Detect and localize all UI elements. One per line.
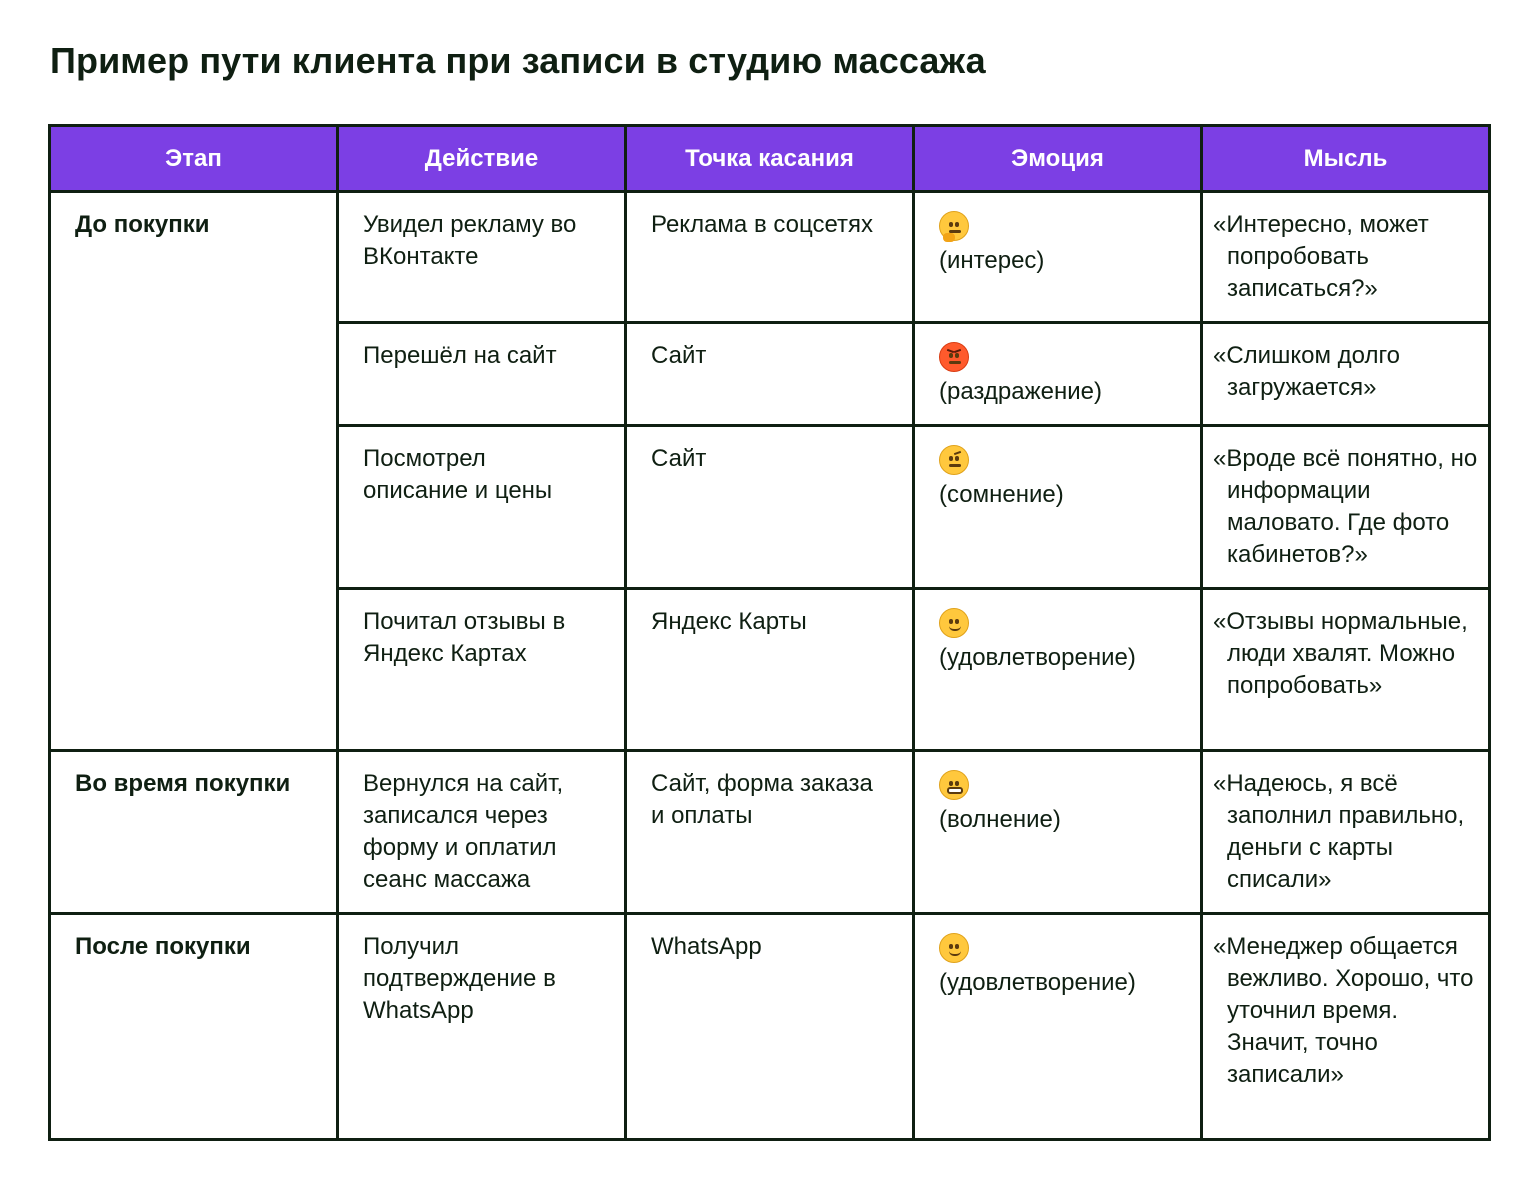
- thought-cell: [1202, 589, 1490, 751]
- header-row: [50, 126, 1490, 192]
- thought-text: «Интересно, может попробовать записаться?»: [1213, 211, 1429, 302]
- emotion-label: (волнение): [939, 806, 1061, 833]
- stage-during-purchase: Во время покупки: [50, 751, 338, 914]
- header-emotion: Эмоция: [914, 126, 1202, 192]
- emotion-cell: [914, 426, 1202, 589]
- slightly-smiling-face-icon: [939, 933, 969, 963]
- action-cell: Почитал отзывы в Яндекс Картах: [338, 589, 626, 751]
- table-body: [50, 192, 1490, 1140]
- touchpoint-cell: Реклама в соцсетях: [626, 192, 914, 323]
- raised-eyebrow-face-icon: [939, 445, 969, 475]
- action-cell: Получил подтверждение в WhatsApp: [338, 914, 626, 1140]
- emotion-label: (сомнение): [939, 481, 1064, 508]
- action-cell: Увидел рекламу во ВКонтакте: [338, 192, 626, 323]
- thought-text: «Отзывы нормальные, люди хвалят. Можно попробовать»: [1213, 608, 1468, 699]
- table-header: [50, 126, 1490, 192]
- emotion-cell: [914, 323, 1202, 426]
- emotion-label: (раздражение): [939, 378, 1102, 405]
- header-thought: Мысль: [1202, 126, 1490, 192]
- header-action: Действие: [338, 126, 626, 192]
- emotion-cell: [914, 589, 1202, 751]
- emotion-label: (интерес): [939, 247, 1045, 274]
- emotion-cell: [914, 914, 1202, 1140]
- touchpoint-cell: Сайт: [626, 323, 914, 426]
- table-row: [50, 751, 1490, 914]
- touchpoint-cell: Сайт: [626, 426, 914, 589]
- customer-journey-table: [48, 124, 1491, 1141]
- grimacing-face-icon: [939, 770, 969, 800]
- table-row: [50, 192, 1490, 323]
- thought-cell: [1202, 426, 1490, 589]
- stage-after-purchase: После покупки: [50, 914, 338, 1140]
- header-touchpoint: Точка касания: [626, 126, 914, 192]
- page-title: Пример пути клиента при записи в студию массажа: [50, 40, 986, 81]
- action-cell: Перешёл на сайт: [338, 323, 626, 426]
- emotion-cell: [914, 192, 1202, 323]
- header-stage: Этап: [50, 126, 338, 192]
- slightly-smiling-face-icon: [939, 608, 969, 638]
- thought-cell: [1202, 192, 1490, 323]
- thought-text: «Слишком долго загружается»: [1213, 342, 1401, 401]
- thought-cell: [1202, 914, 1490, 1140]
- thought-text: «Вроде всё понятно, но информации маловато. Где фото кабинетов?»: [1213, 445, 1478, 568]
- touchpoint-cell: Сайт, форма заказа и оплаты: [626, 751, 914, 914]
- thought-cell: [1202, 323, 1490, 426]
- thought-text: «Менеджер общается вежливо. Хорошо, что уточнил время. Значит, точно записали»: [1213, 933, 1474, 1088]
- table-row: [50, 914, 1490, 1140]
- stage-before-purchase: До покупки: [50, 192, 338, 751]
- touchpoint-cell: WhatsApp: [626, 914, 914, 1140]
- emotion-label: (удовлетворение): [939, 644, 1136, 671]
- thought-text: «Надеюсь, я всё заполнил правильно, деньги с карты списали»: [1213, 770, 1465, 893]
- action-cell: Вернулся на сайт, записался через форму и оплатил сеанс массажа: [338, 751, 626, 914]
- emotion-cell: [914, 751, 1202, 914]
- action-cell: Посмотрел описание и цены: [338, 426, 626, 589]
- thinking-face-icon: [939, 211, 969, 241]
- touchpoint-cell: Яндекс Карты: [626, 589, 914, 751]
- angry-face-icon: [939, 342, 969, 372]
- emotion-label: (удовлетворение): [939, 969, 1136, 996]
- thought-cell: [1202, 751, 1490, 914]
